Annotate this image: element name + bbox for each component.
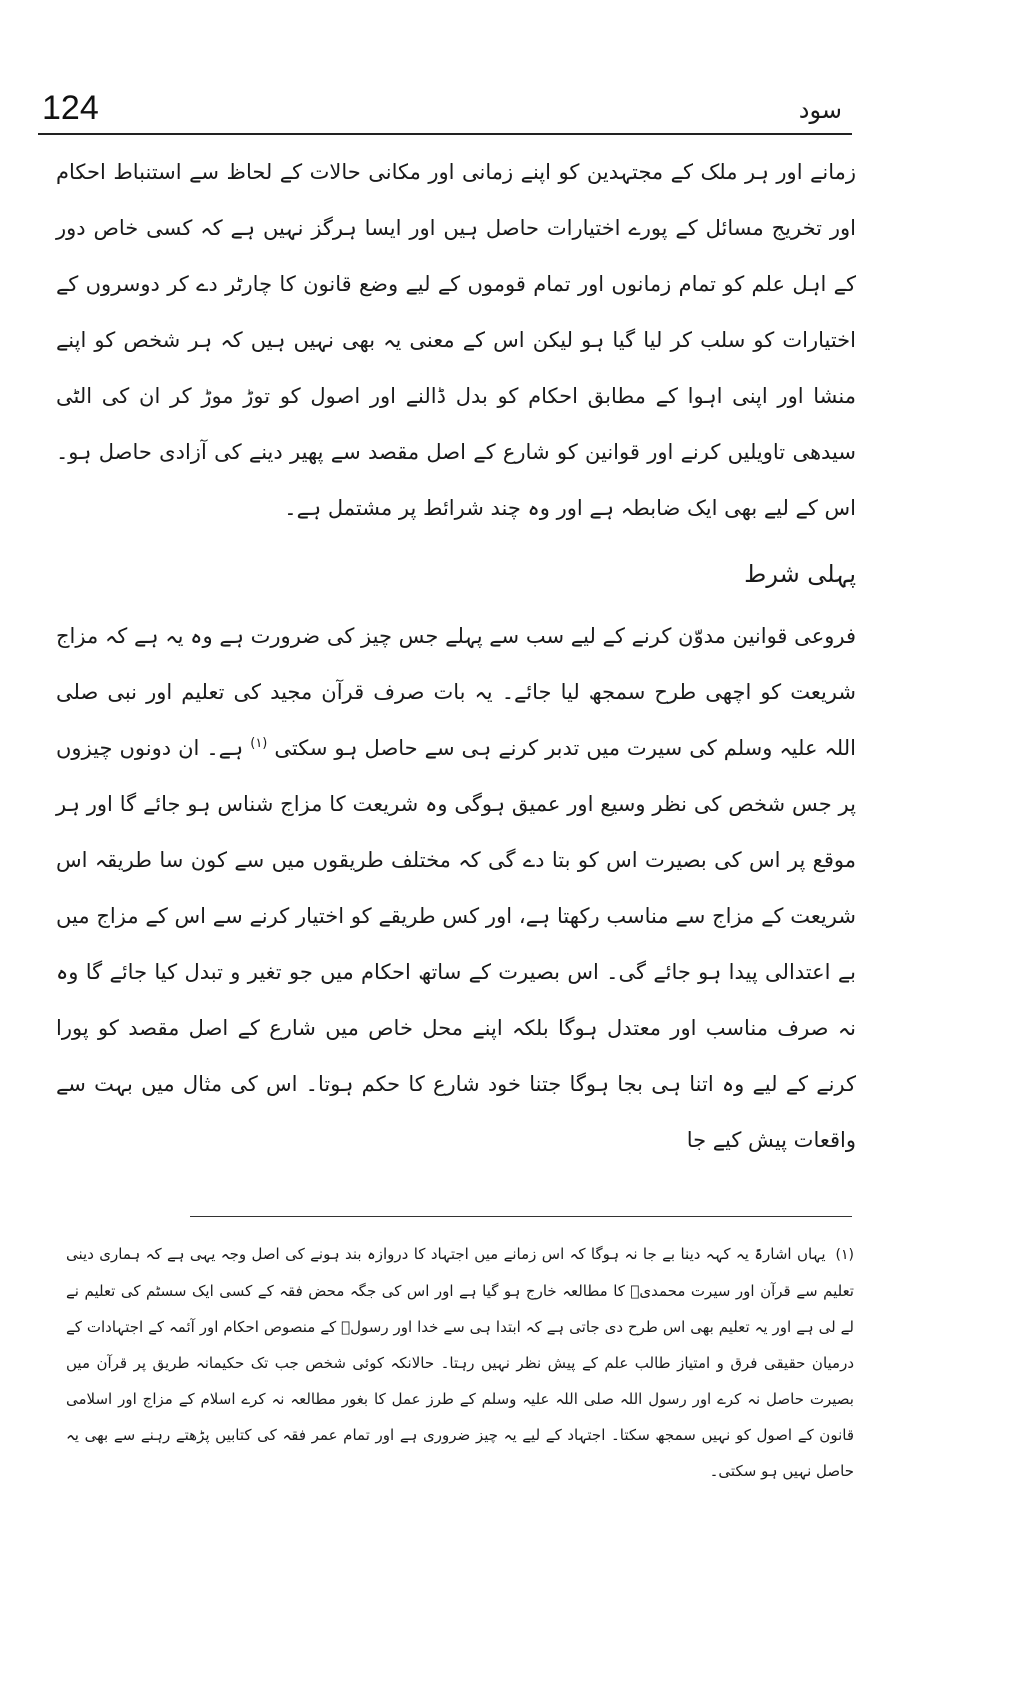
- footnote-reference: (۱): [250, 736, 268, 751]
- footnote-marker: (۱): [835, 1247, 854, 1263]
- page-header: [36, 88, 852, 136]
- running-title: سود: [798, 96, 842, 124]
- paragraph-1: زمانے اور ہر ملک کے مجتہدین کو اپنے زمانی اور مکانی حالات کے لحاظ سے استنباط احکام اور تخریج مسائل کے پورے اختیارات حاصل ہیں اور ایسا ہرگز نہیں ہے کہ کسی خاص دور کے اہل علم کو تمام زمانوں اور تمام قوموں کے لیے وضع قانون کا چارٹر دے کر دوسروں کے اختیارات کو سلب کر لیا گیا ہو لیکن اس کے معنی یہ بھی نہیں ہیں کہ ہر شخص کو اپنے منشا اور اپنی اہوا کے مطابق احکام کو بدل ڈالنے اور اصول کو توڑ موڑ کر ان کی الٹی سیدھی تاویلیں کرنے اور قوانین کو شارع کے اصل مقصد سے پھیر دینے کی آزادی حاصل ہو۔ اس کے لیے بھی ایک ضابطہ ہے اور وہ چند شرائط پر مشتمل ہے۔: [56, 160, 856, 520]
- page-number: 124: [42, 89, 99, 127]
- footnote-rule: [190, 1216, 852, 1217]
- header-rule: [38, 133, 852, 135]
- footnote-text: یہاں اشارۃً یہ کہہ دینا بے جا نہ ہوگا کہ اس زمانے میں اجتہاد کا دروازہ بند ہونے کی اصل وجہ یہی ہے کہ ہماری دینی تعلیم سے قرآن اور سیرت محمدیؐ کا مطالعہ خارج ہو گیا ہے اور اس کی جگہ محض فقہ کے کسی ایک سسٹم کی تعلیم نے لے لی ہے اور یہ تعلیم بھی اس طرح دی جاتی ہے کہ ابتدا ہی سے خدا اور رسولؐ کے منصوص احکام اور آئمہ کے اجتہادات کے درمیان حقیقی فرق و امتیاز طالب علم کے پیش نظر نہیں رہتا۔ حالانکہ کوئی شخص جب تک حکیمانہ طریق پر قرآن میں بصیرت حاصل نہ کرے اور رسول اللہ صلی اللہ علیہ وسلم کے طرز عمل کا بغور مطالعہ نہ کرے اسلام کے مزاج اور اسلامی قانون کے اصول کو نہیں سمجھ سکتا۔ اجتہاد کے لیے یہ چیز ضروری ہے اور تمام عمر فقہ کی کتابیں پڑھتے رہنے سے بھی یہ حاصل نہیں ہو سکتی۔: [66, 1245, 854, 1480]
- main-text: [56, 144, 856, 1168]
- paragraph-2-part-2: ہے۔ ان دونوں چیزوں پر جس شخص کی نظر وسیع اور عمیق ہوگی وہ شریعت کا مزاج شناس ہو جائے گا اور ہر موقع پر اس کی بصیرت اس کو بتا دے گی کہ مختلف طریقوں میں سے کون سا طریقہ اس شریعت کے مزاج سے مناسب رکھتا ہے، اور کس طریقے کو اختیار کرنے سے اس کے مزاج میں بے اعتدالی پیدا ہو جائے گی۔ اس بصیرت کے ساتھ احکام میں جو تغیر و تبدل کیا جائے گا وہ نہ صرف مناسب اور معتدل ہوگا بلکہ اپنے محل خاص میں شارع کے اصل مقصد کو پورا کرنے کے لیے وہ اتنا ہی بجا ہوگا جتنا خود شارع کا حکم ہوتا۔ اس کی مثال میں بہت سے واقعات پیش کیے جا: [56, 736, 856, 1152]
- footnote: [66, 1236, 854, 1489]
- section-heading: پہلی شرط: [744, 560, 856, 588]
- paragraph-2-part-1: فروعی قوانین مدوّن کرنے کے لیے سب سے پہلے جس چیز کی ضرورت ہے وہ یہ ہے کہ مزاج شریعت کو اچھی طرح سمجھ لیا جائے۔ یہ بات صرف قرآن مجید کی تعلیم اور نبی صلی اللہ علیہ وسلم کی سیرت میں تدبر کرنے ہی سے حاصل ہو سکتی: [56, 624, 856, 760]
- paragraph-2: [56, 608, 856, 1168]
